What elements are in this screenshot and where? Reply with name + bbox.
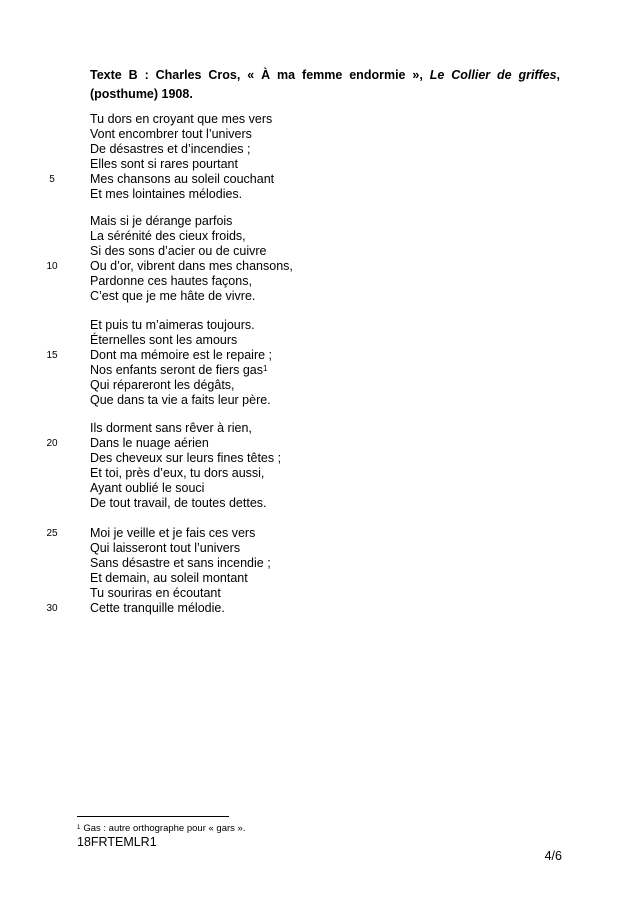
poem-line: Si des sons d’acier ou de cuivre (90, 244, 267, 258)
poem-line: Cette tranquille mélodie. (90, 601, 225, 615)
footnote-marker: 1 (77, 825, 81, 831)
poem-line: La sérénité des cieux froids, (90, 229, 246, 243)
line-number: 5 (49, 174, 55, 185)
book-title: Le Collier de griffes (429, 68, 557, 82)
line-number: 10 (46, 261, 58, 272)
heading-line-2: (posthume) 1908. (90, 87, 193, 101)
poem-line: Dont ma mémoire est le repaire ; (90, 348, 273, 362)
poem-line: Qui laisseront tout l’univers (90, 541, 241, 555)
poem-line: Mais si je dérange parfois (90, 214, 233, 228)
poem-line: Moi je veille et je fais ces vers (90, 526, 256, 540)
poem-line: Ils dorment sans rêver à rien, (90, 421, 252, 435)
exam-code: 18FRTEMLR1 (77, 835, 157, 849)
poem-line: De désastres et d’incendies ; (90, 142, 251, 156)
poem-line: De tout travail, de toutes dettes. (90, 496, 267, 510)
heading-line-1: Texte B : Charles Cros, « À ma femme endormie », Le Collier de griffes, (90, 68, 561, 82)
footnote (77, 823, 245, 835)
poem-line: Pardonne ces hautes façons, (90, 274, 252, 288)
poem-line: Qui répareront les dégâts, (90, 378, 235, 392)
poem-line: Dans le nuage aérien (90, 436, 209, 450)
line-number: 30 (46, 603, 58, 614)
poem-line: Tu dors en croyant que mes vers (90, 112, 273, 126)
poem-line: Des cheveux sur leurs fines têtes ; (90, 451, 282, 465)
poem-line: Et mes lointaines mélodies. (90, 187, 243, 201)
poem-line: Ayant oublié le souci (90, 481, 205, 495)
poem-line: C’est que je me hâte de vivre. (90, 289, 256, 303)
poem-line: Et toi, près d’eux, tu dors aussi, (90, 466, 265, 480)
page-number: 4/6 (544, 849, 562, 863)
footnote-text: Gas : autre orthographe pour « gars ». (83, 823, 246, 834)
line-number: 20 (46, 438, 58, 449)
poem-line: Sans désastre et sans incendie ; (90, 556, 271, 570)
poem-line: Ou d’or, vibrent dans mes chansons, (90, 259, 293, 273)
poem-line: Vont encombrer tout l’univers (90, 127, 252, 141)
poem-line: Et demain, au soleil montant (90, 571, 248, 585)
poem-line: Elles sont si rares pourtant (90, 157, 238, 171)
line-number: 25 (46, 528, 58, 539)
poem-line: Et puis tu m’aimeras toujours. (90, 318, 255, 332)
poem-line: Tu souriras en écoutant (90, 586, 221, 600)
text-heading (90, 66, 560, 104)
poem-line: Nos enfants seront de fiers gas$^1$ (90, 363, 268, 377)
line-number: 15 (46, 350, 58, 361)
poem-line: Que dans ta vie a faits leur père. (90, 393, 271, 407)
poem-line: Éternelles sont les amours (90, 333, 238, 347)
poem-line: Mes chansons au soleil couchant (90, 172, 275, 186)
footnote-ref: 1 (263, 364, 268, 373)
footnote-divider (77, 816, 229, 817)
